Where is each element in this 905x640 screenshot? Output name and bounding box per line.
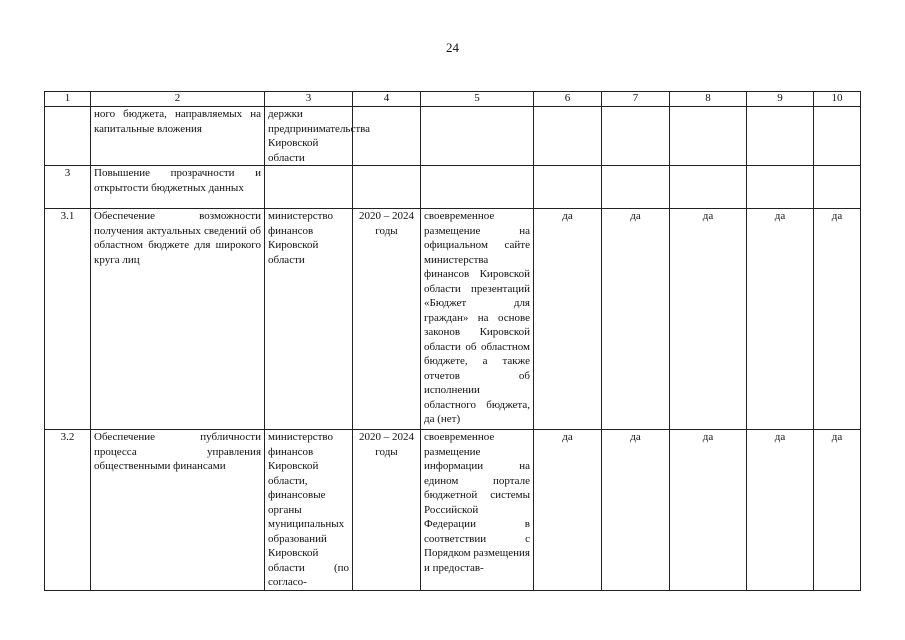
table-row — [45, 430, 861, 591]
year-flag — [747, 166, 814, 209]
column-header: 8 — [670, 92, 747, 107]
indicator: своевременное размещение информации на едином портале бюджетной системы Российской Федерации в соответствии с Порядком размещения и предостав- — [421, 430, 534, 591]
indicator — [421, 166, 534, 209]
year-flag: да — [602, 430, 670, 591]
column-header: 3 — [265, 92, 353, 107]
executor: министерство финансов Кировской области, финансовые органы муниципальных образований Кировской области (по согласо- — [265, 430, 353, 591]
year-flag: да — [602, 209, 670, 430]
year-flag: да — [814, 430, 861, 591]
table-header-row — [45, 92, 861, 107]
executor: министерство финансов Кировской области — [265, 209, 353, 430]
column-header: 7 — [602, 92, 670, 107]
year-flag — [602, 166, 670, 209]
table-row — [45, 166, 861, 209]
year-flag — [534, 107, 602, 166]
column-header: 10 — [814, 92, 861, 107]
indicator: своевременное размещение на официальном сайте министерства финансов Кировской области презентаций «Бюджет для граждан» на основе законов Кировской области об областном бюджете, а также отчетов об исполнении областного бюджета, да (нет) — [421, 209, 534, 430]
year-flag: да — [670, 430, 747, 591]
year-flag — [670, 107, 747, 166]
year-flag — [534, 166, 602, 209]
year-flag: да — [747, 209, 814, 430]
executor — [265, 166, 353, 209]
year-flag: да — [534, 209, 602, 430]
row-number: 3.2 — [45, 430, 91, 591]
row-number: 3 — [45, 166, 91, 209]
year-flag — [602, 107, 670, 166]
page-number: 24 — [446, 40, 459, 55]
year-flag — [670, 166, 747, 209]
table-row — [45, 107, 861, 166]
row-number: 3.1 — [45, 209, 91, 430]
year-flag: да — [747, 430, 814, 591]
column-header: 6 — [534, 92, 602, 107]
measure-name: Повышение прозрачности и открытости бюджетных данных — [91, 166, 265, 209]
measure-name: ного бюджета, направляемых на капитальные вложения — [91, 107, 265, 166]
period: 2020 – 2024 годы — [353, 209, 421, 430]
indicator — [421, 107, 534, 166]
year-flag: да — [814, 209, 861, 430]
table-row — [45, 209, 861, 430]
measure-name: Обеспечение публичности процесса управления общественными финансами — [91, 430, 265, 591]
row-number — [45, 107, 91, 166]
column-header: 1 — [45, 92, 91, 107]
column-header: 9 — [747, 92, 814, 107]
year-flag — [814, 107, 861, 166]
plan-table — [44, 91, 861, 591]
executor: держки предпринимательства Кировской области — [265, 107, 353, 166]
column-header: 4 — [353, 92, 421, 107]
year-flag: да — [534, 430, 602, 591]
period — [353, 107, 421, 166]
period: 2020 – 2024 годы — [353, 430, 421, 591]
year-flag — [814, 166, 861, 209]
year-flag — [747, 107, 814, 166]
measure-name: Обеспечение возможности получения актуальных сведений об областном бюджете для широкого круга лиц — [91, 209, 265, 430]
column-header: 5 — [421, 92, 534, 107]
year-flag: да — [670, 209, 747, 430]
column-header: 2 — [91, 92, 265, 107]
period — [353, 166, 421, 209]
